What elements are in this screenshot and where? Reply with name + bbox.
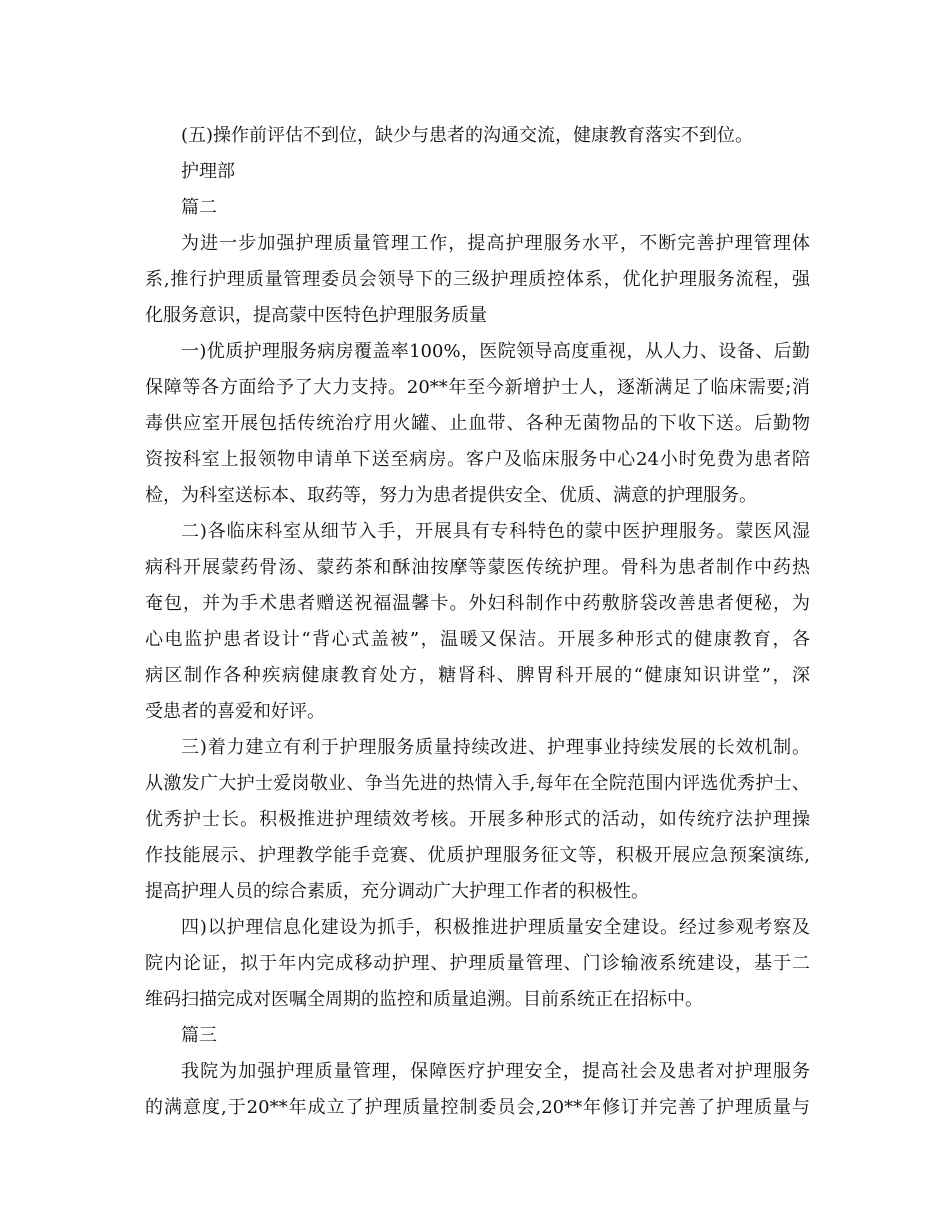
- text-line: 从激发广大护士爱岗敬业、争当先进的热情入手,每年在全院范围内评选优秀护士、: [145, 773, 810, 794]
- text-line: 化服务意识，提高蒙中医特色护理服务质量: [145, 305, 487, 326]
- text-line: 资按科室上报领物申请单下送至病房。客户及临床服务中心24小时免费为患者陪: [145, 449, 810, 470]
- text-line: 系,推行护理质量管理委员会领导下的三级护理质控体系，优化护理服务流程，强: [145, 269, 810, 290]
- text-line: (五)操作前评估不到位，缺少与患者的沟通交流，健康教育落实不到位。: [181, 125, 754, 146]
- text-line: 三)着力建立有利于护理服务质量持续改进、护理事业持续发展的长效机制。: [181, 737, 810, 758]
- text-line: 提高护理人员的综合素质，充分调动广大护理工作者的积极性。: [145, 881, 649, 902]
- text-line: 院内论证，拟于年内完成移动护理、护理质量管理、门诊输液系统建设，基于二: [145, 953, 810, 974]
- text-line: 优秀护士长。积极推进护理绩效考核。开展多种形式的活动，如传统疗法护理操: [145, 809, 810, 830]
- text-line: 受患者的喜爱和好评。: [145, 701, 325, 722]
- text-line: 的满意度,于20**年成立了护理质量控制委员会,20**年修订并完善了护理质量与: [145, 1097, 810, 1118]
- text-line: 维码扫描完成对医嘱全周期的监控和质量追溯。目前系统正在招标中。: [145, 989, 703, 1010]
- text-line: 为进一步加强护理质量管理工作，提高护理服务水平，不断完善护理管理体: [181, 233, 810, 254]
- text-line: 护理部: [181, 161, 235, 182]
- text-line: 作技能展示、护理教学能手竞赛、优质护理服务征文等，积极开展应急预案演练,: [145, 845, 810, 866]
- text-line: 四)以护理信息化建设为抓手，积极推进护理质量安全建设。经过参观考察及: [181, 917, 810, 938]
- text-line: 奄包，并为手术患者赠送祝福温馨卡。外妇科制作中药敷脐袋改善患者便秘，为: [145, 593, 810, 614]
- text-line: 一)优质护理服务病房覆盖率100%，医院领导高度重视，从人力、设备、后勤: [181, 341, 810, 362]
- text-line: 我院为加强护理质量管理，保障医疗护理安全，提高社会及患者对护理服务: [181, 1061, 810, 1082]
- text-line: 保障等各方面给予了大力支持。20**年至今新增护士人，逐渐满足了临床需要;消: [145, 377, 810, 398]
- text-line: 毒供应室开展包括传统治疗用火罐、止血带、各种无菌物品的下收下送。后勤物: [145, 413, 810, 434]
- text-line: 心电监护患者设计“背心式盖被”，温暖又保洁。开展多种形式的健康教育，各: [145, 629, 810, 650]
- text-line: 病科开展蒙药骨汤、蒙药茶和酥油按摩等蒙医传统护理。骨科为患者制作中药热: [145, 557, 810, 578]
- text-line: 篇二: [181, 197, 217, 218]
- document-body: [145, 118, 810, 1126]
- text-line: 病区制作各种疾病健康教育处方，糖肾科、脾胃科开展的“健康知识讲堂”，深: [145, 665, 810, 686]
- text-line: 检，为科室送标本、取药等，努力为患者提供安全、优质、满意的护理服务。: [145, 485, 757, 506]
- text-line: 篇三: [181, 1025, 217, 1046]
- text-line: 二)各临床科室从细节入手，开展具有专科特色的蒙中医护理服务。蒙医风湿: [181, 521, 810, 542]
